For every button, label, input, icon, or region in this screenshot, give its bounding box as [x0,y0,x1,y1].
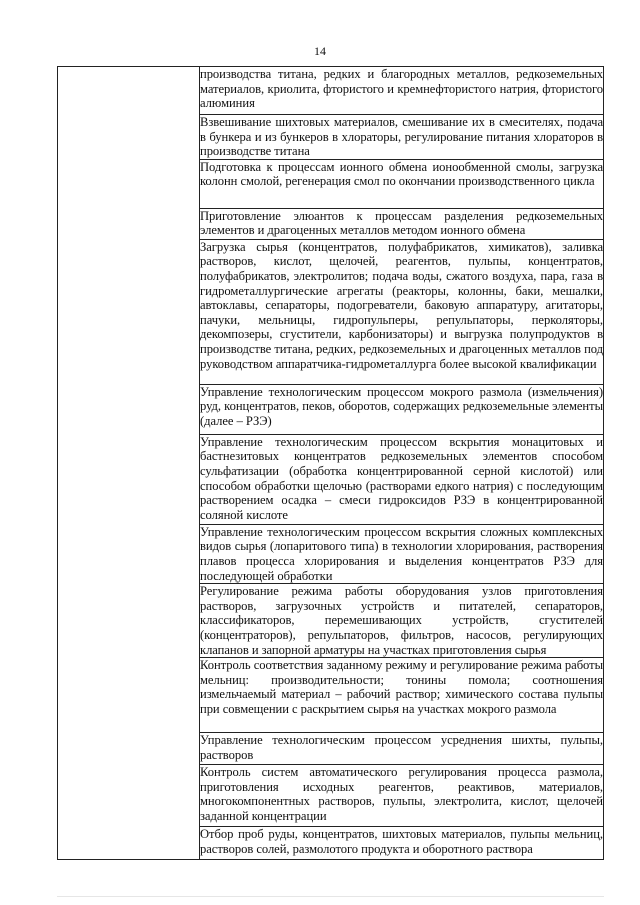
table-cell-text: Управление технологическим процессом мокрого размола (измельчения) руд, концентратов, пеков, оборотов, содержащих редкоземельные элементы (далее – РЗЭ) [200,384,604,434]
table-cell-text: Отбор проб руды, концентратов, шихтовых материалов, пульпы мельниц, растворов солей, размолотого продукта и оборотного раствора [200,827,604,860]
table-cell-text: Регулирование режима работы оборудования узлов приготовления растворов, загрузочных устройств и питателей, сепараторов, классификаторов, перемешивающих устройств, сгустителей (концентраторов), репульпаторов, фильтров, насосов, регулирующих клапанов и запорной арматуры на участках приготовления сырья [200,584,603,657]
table-row [58,67,604,115]
table-cell-text: Взвешивание шихтовых материалов, смешивание их в смесителях, подача в бункера и из бункеров в хлораторы, регулирование питания хлораторов в производстве титана [200,115,603,159]
scan-edge-line [57,896,604,897]
table-cell-text: Приготовление элюантов к процессам разделения редкоземельных элементов и драгоценных металлов методом ионного обмена [200,208,603,238]
table-cell-text: Управление технологическим процессом вскрытия сложных комплексных видов сырья (лопаритового типа) в технологии хлорирования, растворения плавов процесса хлорирования и выделения концентратов РЗЭ для последующей обработки [200,524,603,583]
requirements-table [57,66,604,860]
table-cell-text: производства титана, редких и благородных металлов, редкоземельных материалов, криолита, фтористого и кремнефтористого натрия, фтористого алюминия [200,67,604,115]
left-column-cell [58,67,200,860]
table-cell-text: Контроль систем автоматического регулирования процесса размола, приготовления исходных реагентов, реактивов, материалов, многокомпонентных растворов, пульпы, электролита, кислот, щелочей заданной концентрации [200,765,604,827]
table-cell-text: Управление технологическим процессом вскрытия монацитовых и бастнезитовых концентратов редкоземельных элементов способом сульфатизации (обработка концентрированной серной кислотой) или способом обработки щелочью (растворами едкого натрия) с последующим растворением осадка – смеси гидроксидов РЗЭ в концентрированной соляной кислоте [200,434,604,524]
table-cell-text: Управление технологическим процессом усреднения шихты, пульпы, растворов [200,733,604,765]
page-number: 14 [314,44,326,58]
table-cell-text: Подготовка к процессам ионного обмена ионообменной смолы, загрузка колонн смолой, регенерация смол по окончании производственного цикла [200,159,604,208]
table-cell-text: Контроль соответствия заданному режиму и регулирование режима работы мельниц: производительности; тонины помола; соотношения измельчаемый материал – рабочий раствор; химического состава пульпы при совмещении с раскрытием сырья на участках мокрого размола [200,658,604,733]
table-cell-text: Загрузка сырья (концентратов, полуфабрикатов, химикатов), заливка растворов, кислот, щелочей, реагентов, пульпы, концентратов, полуфабрикатов, электролитов; подача воды, сжатого воздуха, пара, газа в гидрометаллургические агрегаты (реакторы, колонны, баки, мешалки, автоклавы, сепараторы, подогреватели, баковую аппаратуру, агитаторы, пачуки, мельницы, гидропульперы, репульпаторы, перколяторы, декомпозеры, сгустители, карбонизаторы) и выгрузка полупродуктов в производстве титана, редких, редкоземельных и драгоценных металлов под руководством аппаратчика-гидрометаллурга более высокой квалификации [200,239,604,384]
